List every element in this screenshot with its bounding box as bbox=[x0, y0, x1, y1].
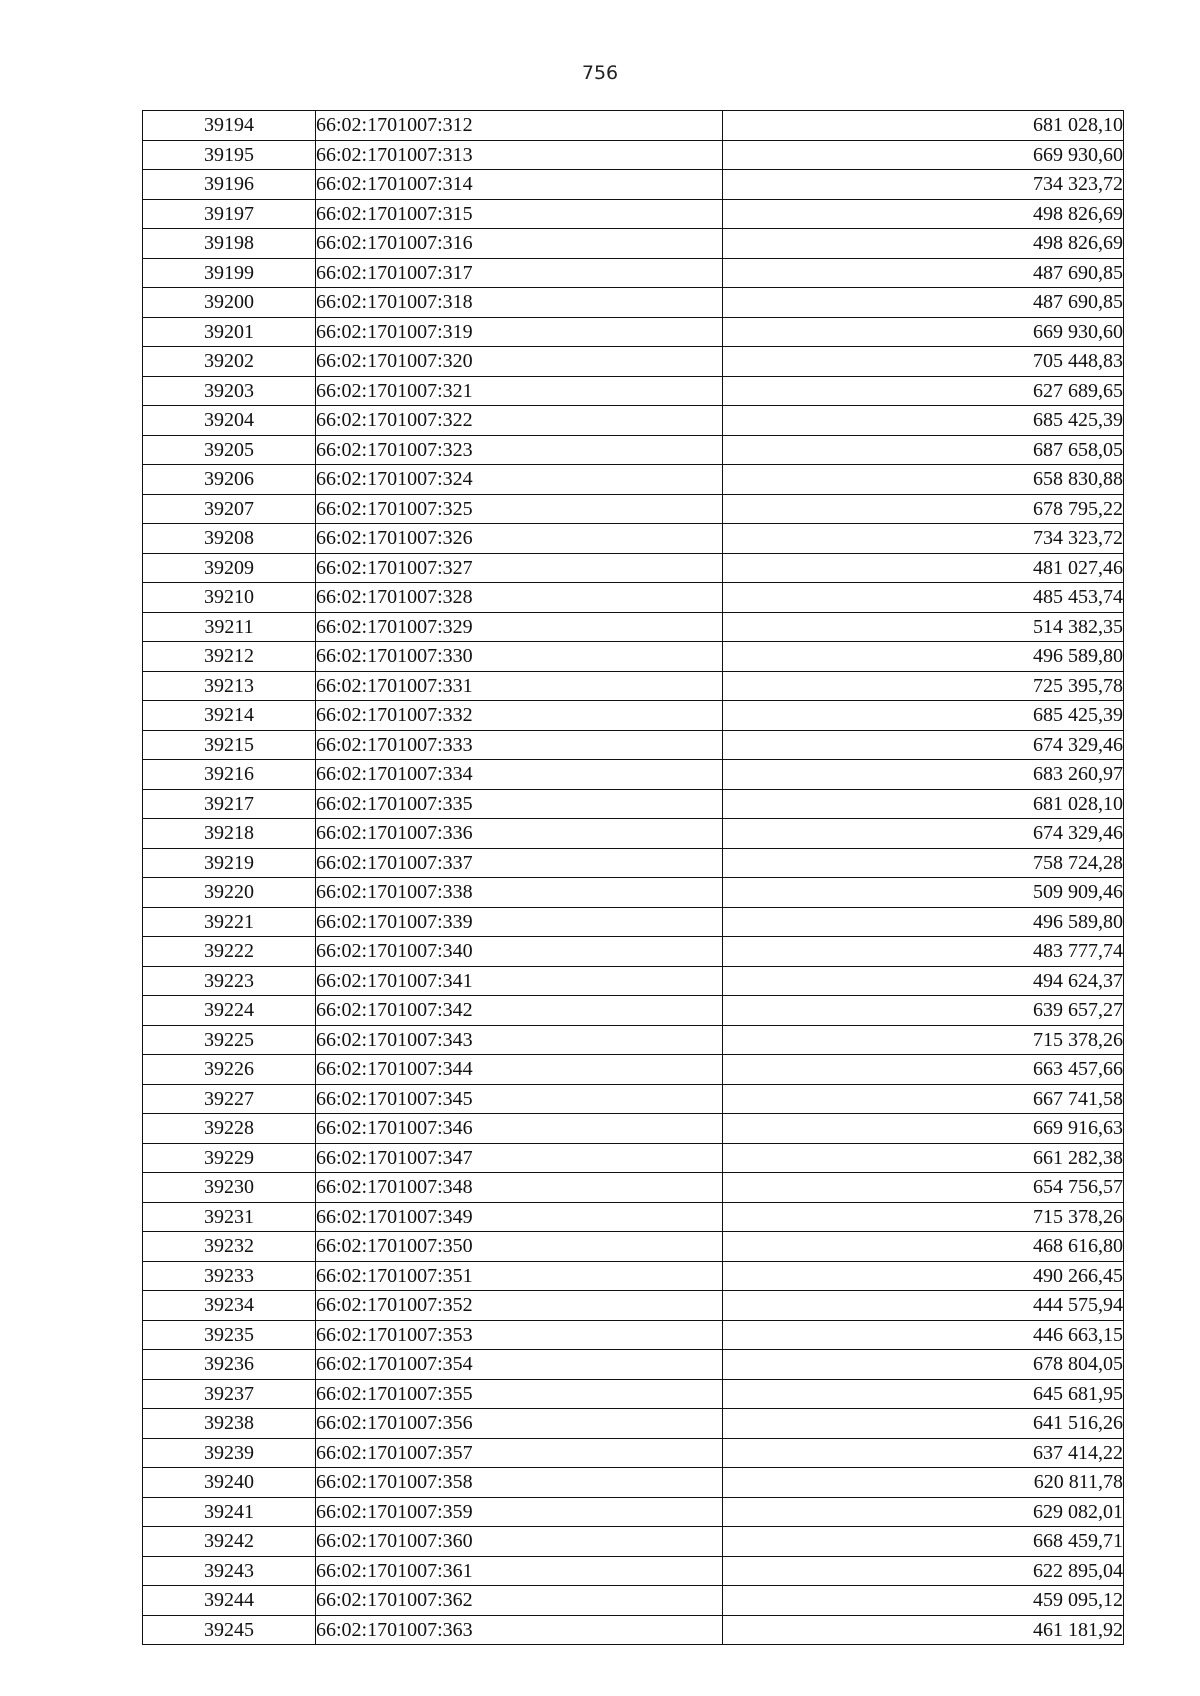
cadastral-value-cell: 669 930,60 bbox=[723, 140, 1124, 170]
table-row bbox=[143, 1438, 1124, 1468]
cadastral-number-cell: 66:02:1701007:341 bbox=[316, 966, 723, 996]
table-row bbox=[143, 848, 1124, 878]
table-row bbox=[143, 1556, 1124, 1586]
row-number-cell: 39205 bbox=[143, 435, 316, 465]
cadastral-value-cell: 509 909,46 bbox=[723, 878, 1124, 908]
row-number-cell: 39201 bbox=[143, 317, 316, 347]
cadastral-value-cell: 667 741,58 bbox=[723, 1084, 1124, 1114]
row-number-cell: 39213 bbox=[143, 671, 316, 701]
cadastral-number-cell: 66:02:1701007:343 bbox=[316, 1025, 723, 1055]
row-number-cell: 39216 bbox=[143, 760, 316, 790]
cadastral-number-cell: 66:02:1701007:319 bbox=[316, 317, 723, 347]
cadastral-number-cell: 66:02:1701007:358 bbox=[316, 1468, 723, 1498]
row-number-cell: 39233 bbox=[143, 1261, 316, 1291]
table-row bbox=[143, 1261, 1124, 1291]
cadastral-value-cell: 487 690,85 bbox=[723, 258, 1124, 288]
cadastral-number-cell: 66:02:1701007:345 bbox=[316, 1084, 723, 1114]
table-row bbox=[143, 1527, 1124, 1557]
cadastral-value-cell: 627 689,65 bbox=[723, 376, 1124, 406]
cadastral-number-cell: 66:02:1701007:338 bbox=[316, 878, 723, 908]
table-row bbox=[143, 553, 1124, 583]
row-number-cell: 39215 bbox=[143, 730, 316, 760]
row-number-cell: 39211 bbox=[143, 612, 316, 642]
cadastral-number-cell: 66:02:1701007:355 bbox=[316, 1379, 723, 1409]
row-number-cell: 39222 bbox=[143, 937, 316, 967]
table-row bbox=[143, 937, 1124, 967]
row-number-cell: 39232 bbox=[143, 1232, 316, 1262]
cadastral-number-cell: 66:02:1701007:331 bbox=[316, 671, 723, 701]
row-number-cell: 39197 bbox=[143, 199, 316, 229]
cadastral-value-cell: 758 724,28 bbox=[723, 848, 1124, 878]
cadastral-value-cell: 629 082,01 bbox=[723, 1497, 1124, 1527]
cadastral-number-cell: 66:02:1701007:340 bbox=[316, 937, 723, 967]
cadastral-number-cell: 66:02:1701007:318 bbox=[316, 288, 723, 318]
cadastral-value-cell: 678 804,05 bbox=[723, 1350, 1124, 1380]
row-number-cell: 39219 bbox=[143, 848, 316, 878]
table-row bbox=[143, 111, 1124, 141]
cadastral-number-cell: 66:02:1701007:324 bbox=[316, 465, 723, 495]
table-row bbox=[143, 730, 1124, 760]
row-number-cell: 39226 bbox=[143, 1055, 316, 1085]
row-number-cell: 39228 bbox=[143, 1114, 316, 1144]
cadastral-number-cell: 66:02:1701007:363 bbox=[316, 1615, 723, 1645]
table-row bbox=[143, 435, 1124, 465]
cadastral-number-cell: 66:02:1701007:344 bbox=[316, 1055, 723, 1085]
cadastral-number-cell: 66:02:1701007:321 bbox=[316, 376, 723, 406]
row-number-cell: 39212 bbox=[143, 642, 316, 672]
cadastral-value-cell: 654 756,57 bbox=[723, 1173, 1124, 1203]
cadastral-number-cell: 66:02:1701007:348 bbox=[316, 1173, 723, 1203]
table-row bbox=[143, 1232, 1124, 1262]
table-row bbox=[143, 1084, 1124, 1114]
cadastral-number-cell: 66:02:1701007:349 bbox=[316, 1202, 723, 1232]
row-number-cell: 39245 bbox=[143, 1615, 316, 1645]
cadastral-value-cell: 683 260,97 bbox=[723, 760, 1124, 790]
row-number-cell: 39194 bbox=[143, 111, 316, 141]
cadastral-value-cell: 459 095,12 bbox=[723, 1586, 1124, 1616]
cadastral-value-cell: 658 830,88 bbox=[723, 465, 1124, 495]
cadastral-value-cell: 446 663,15 bbox=[723, 1320, 1124, 1350]
row-number-cell: 39244 bbox=[143, 1586, 316, 1616]
row-number-cell: 39199 bbox=[143, 258, 316, 288]
cadastral-value-cell: 734 323,72 bbox=[723, 170, 1124, 200]
table-row bbox=[143, 583, 1124, 613]
table-row bbox=[143, 229, 1124, 259]
table-row bbox=[143, 1586, 1124, 1616]
cadastral-number-cell: 66:02:1701007:323 bbox=[316, 435, 723, 465]
cadastral-value-cell: 674 329,46 bbox=[723, 730, 1124, 760]
cadastral-value-cell: 674 329,46 bbox=[723, 819, 1124, 849]
cadastral-value-cell: 468 616,80 bbox=[723, 1232, 1124, 1262]
cadastral-number-cell: 66:02:1701007:337 bbox=[316, 848, 723, 878]
row-number-cell: 39230 bbox=[143, 1173, 316, 1203]
cadastral-value-cell: 490 266,45 bbox=[723, 1261, 1124, 1291]
row-number-cell: 39206 bbox=[143, 465, 316, 495]
row-number-cell: 39227 bbox=[143, 1084, 316, 1114]
cadastral-number-cell: 66:02:1701007:360 bbox=[316, 1527, 723, 1557]
row-number-cell: 39223 bbox=[143, 966, 316, 996]
table-row bbox=[143, 789, 1124, 819]
row-number-cell: 39240 bbox=[143, 1468, 316, 1498]
cadastral-value-cell: 498 826,69 bbox=[723, 199, 1124, 229]
table-row bbox=[143, 966, 1124, 996]
cadastral-value-cell: 498 826,69 bbox=[723, 229, 1124, 259]
row-number-cell: 39231 bbox=[143, 1202, 316, 1232]
cadastral-value-cell: 681 028,10 bbox=[723, 789, 1124, 819]
table-row bbox=[143, 878, 1124, 908]
cadastral-number-cell: 66:02:1701007:328 bbox=[316, 583, 723, 613]
cadastral-value-cell: 715 378,26 bbox=[723, 1202, 1124, 1232]
table-row bbox=[143, 1055, 1124, 1085]
cadastral-value-cell: 725 395,78 bbox=[723, 671, 1124, 701]
cadastral-number-cell: 66:02:1701007:312 bbox=[316, 111, 723, 141]
row-number-cell: 39218 bbox=[143, 819, 316, 849]
table-row bbox=[143, 1114, 1124, 1144]
table-row bbox=[143, 1497, 1124, 1527]
cadastral-number-cell: 66:02:1701007:317 bbox=[316, 258, 723, 288]
table-row bbox=[143, 140, 1124, 170]
table-row bbox=[143, 317, 1124, 347]
cadastral-value-cell: 487 690,85 bbox=[723, 288, 1124, 318]
row-number-cell: 39200 bbox=[143, 288, 316, 318]
row-number-cell: 39195 bbox=[143, 140, 316, 170]
row-number-cell: 39235 bbox=[143, 1320, 316, 1350]
row-number-cell: 39207 bbox=[143, 494, 316, 524]
cadastral-value-cell: 494 624,37 bbox=[723, 966, 1124, 996]
row-number-cell: 39242 bbox=[143, 1527, 316, 1557]
cadastral-number-cell: 66:02:1701007:352 bbox=[316, 1291, 723, 1321]
table-row bbox=[143, 1350, 1124, 1380]
row-number-cell: 39243 bbox=[143, 1556, 316, 1586]
cadastral-number-cell: 66:02:1701007:351 bbox=[316, 1261, 723, 1291]
cadastral-value-cell: 687 658,05 bbox=[723, 435, 1124, 465]
row-number-cell: 39221 bbox=[143, 907, 316, 937]
table-row bbox=[143, 907, 1124, 937]
cadastral-number-cell: 66:02:1701007:356 bbox=[316, 1409, 723, 1439]
cadastral-value-cell: 661 282,38 bbox=[723, 1143, 1124, 1173]
cadastral-number-cell: 66:02:1701007:342 bbox=[316, 996, 723, 1026]
table-row bbox=[143, 1143, 1124, 1173]
cadastral-number-cell: 66:02:1701007:313 bbox=[316, 140, 723, 170]
cadastral-number-cell: 66:02:1701007:325 bbox=[316, 494, 723, 524]
cadastral-value-cell: 485 453,74 bbox=[723, 583, 1124, 613]
cadastral-value-cell: 622 895,04 bbox=[723, 1556, 1124, 1586]
row-number-cell: 39198 bbox=[143, 229, 316, 259]
table-row bbox=[143, 465, 1124, 495]
cadastral-number-cell: 66:02:1701007:316 bbox=[316, 229, 723, 259]
row-number-cell: 39208 bbox=[143, 524, 316, 554]
cadastral-number-cell: 66:02:1701007:336 bbox=[316, 819, 723, 849]
cadastral-value-cell: 678 795,22 bbox=[723, 494, 1124, 524]
cadastral-value-cell: 715 378,26 bbox=[723, 1025, 1124, 1055]
cadastral-number-cell: 66:02:1701007:353 bbox=[316, 1320, 723, 1350]
row-number-cell: 39234 bbox=[143, 1291, 316, 1321]
row-number-cell: 39241 bbox=[143, 1497, 316, 1527]
row-number-cell: 39214 bbox=[143, 701, 316, 731]
cadastral-number-cell: 66:02:1701007:320 bbox=[316, 347, 723, 377]
row-number-cell: 39203 bbox=[143, 376, 316, 406]
table-row bbox=[143, 671, 1124, 701]
cadastral-value-cell: 685 425,39 bbox=[723, 406, 1124, 436]
table-row bbox=[143, 996, 1124, 1026]
table-row bbox=[143, 1202, 1124, 1232]
cadastral-value-cell: 705 448,83 bbox=[723, 347, 1124, 377]
cadastral-number-cell: 66:02:1701007:329 bbox=[316, 612, 723, 642]
cadastral-value-cell: 639 657,27 bbox=[723, 996, 1124, 1026]
table-row bbox=[143, 199, 1124, 229]
row-number-cell: 39217 bbox=[143, 789, 316, 819]
table-row bbox=[143, 612, 1124, 642]
row-number-cell: 39238 bbox=[143, 1409, 316, 1439]
table-row bbox=[143, 760, 1124, 790]
table-row bbox=[143, 376, 1124, 406]
table-row bbox=[143, 1291, 1124, 1321]
cadastral-number-cell: 66:02:1701007:333 bbox=[316, 730, 723, 760]
table-row bbox=[143, 288, 1124, 318]
cadastral-value-cell: 669 930,60 bbox=[723, 317, 1124, 347]
cadastral-number-cell: 66:02:1701007:322 bbox=[316, 406, 723, 436]
row-number-cell: 39225 bbox=[143, 1025, 316, 1055]
cadastral-value-cell: 663 457,66 bbox=[723, 1055, 1124, 1085]
cadastral-value-cell: 514 382,35 bbox=[723, 612, 1124, 642]
table-body bbox=[143, 111, 1124, 1645]
table-row bbox=[143, 406, 1124, 436]
cadastral-number-cell: 66:02:1701007:335 bbox=[316, 789, 723, 819]
row-number-cell: 39237 bbox=[143, 1379, 316, 1409]
cadastral-value-cell: 668 459,71 bbox=[723, 1527, 1124, 1557]
cadastral-value-cell: 481 027,46 bbox=[723, 553, 1124, 583]
table-row bbox=[143, 701, 1124, 731]
cadastral-value-cell: 496 589,80 bbox=[723, 907, 1124, 937]
cadastral-value-cell: 681 028,10 bbox=[723, 111, 1124, 141]
cadastral-number-cell: 66:02:1701007:315 bbox=[316, 199, 723, 229]
row-number-cell: 39210 bbox=[143, 583, 316, 613]
row-number-cell: 39209 bbox=[143, 553, 316, 583]
table-row bbox=[143, 642, 1124, 672]
table-row bbox=[143, 1379, 1124, 1409]
cadastral-value-cell: 483 777,74 bbox=[723, 937, 1124, 967]
row-number-cell: 39229 bbox=[143, 1143, 316, 1173]
row-number-cell: 39202 bbox=[143, 347, 316, 377]
table-row bbox=[143, 170, 1124, 200]
cadastral-value-cell: 669 916,63 bbox=[723, 1114, 1124, 1144]
cadastral-value-table bbox=[142, 110, 1124, 1645]
row-number-cell: 39196 bbox=[143, 170, 316, 200]
table-row bbox=[143, 1615, 1124, 1645]
table-row bbox=[143, 494, 1124, 524]
table-row bbox=[143, 1468, 1124, 1498]
cadastral-value-cell: 620 811,78 bbox=[723, 1468, 1124, 1498]
cadastral-value-cell: 444 575,94 bbox=[723, 1291, 1124, 1321]
cadastral-number-cell: 66:02:1701007:359 bbox=[316, 1497, 723, 1527]
table-row bbox=[143, 258, 1124, 288]
cadastral-value-cell: 637 414,22 bbox=[723, 1438, 1124, 1468]
cadastral-number-cell: 66:02:1701007:339 bbox=[316, 907, 723, 937]
row-number-cell: 39239 bbox=[143, 1438, 316, 1468]
page-number: 756 bbox=[581, 62, 619, 84]
cadastral-number-cell: 66:02:1701007:346 bbox=[316, 1114, 723, 1144]
row-number-cell: 39236 bbox=[143, 1350, 316, 1380]
cadastral-number-cell: 66:02:1701007:334 bbox=[316, 760, 723, 790]
cadastral-value-cell: 496 589,80 bbox=[723, 642, 1124, 672]
cadastral-value-cell: 641 516,26 bbox=[723, 1409, 1124, 1439]
cadastral-value-cell: 734 323,72 bbox=[723, 524, 1124, 554]
cadastral-number-cell: 66:02:1701007:347 bbox=[316, 1143, 723, 1173]
cadastral-number-cell: 66:02:1701007:330 bbox=[316, 642, 723, 672]
cadastral-number-cell: 66:02:1701007:354 bbox=[316, 1350, 723, 1380]
row-number-cell: 39220 bbox=[143, 878, 316, 908]
table-row bbox=[143, 1320, 1124, 1350]
table-row bbox=[143, 1409, 1124, 1439]
cadastral-number-cell: 66:02:1701007:332 bbox=[316, 701, 723, 731]
cadastral-number-cell: 66:02:1701007:361 bbox=[316, 1556, 723, 1586]
cadastral-value-cell: 461 181,92 bbox=[723, 1615, 1124, 1645]
table-row bbox=[143, 347, 1124, 377]
cadastral-number-cell: 66:02:1701007:357 bbox=[316, 1438, 723, 1468]
row-number-cell: 39204 bbox=[143, 406, 316, 436]
cadastral-number-cell: 66:02:1701007:350 bbox=[316, 1232, 723, 1262]
cadastral-number-cell: 66:02:1701007:327 bbox=[316, 553, 723, 583]
table-row bbox=[143, 819, 1124, 849]
cadastral-value-cell: 645 681,95 bbox=[723, 1379, 1124, 1409]
cadastral-value-cell: 685 425,39 bbox=[723, 701, 1124, 731]
table-row bbox=[143, 1173, 1124, 1203]
cadastral-number-cell: 66:02:1701007:362 bbox=[316, 1586, 723, 1616]
table-row bbox=[143, 524, 1124, 554]
cadastral-number-cell: 66:02:1701007:314 bbox=[316, 170, 723, 200]
table-row bbox=[143, 1025, 1124, 1055]
cadastral-number-cell: 66:02:1701007:326 bbox=[316, 524, 723, 554]
row-number-cell: 39224 bbox=[143, 996, 316, 1026]
